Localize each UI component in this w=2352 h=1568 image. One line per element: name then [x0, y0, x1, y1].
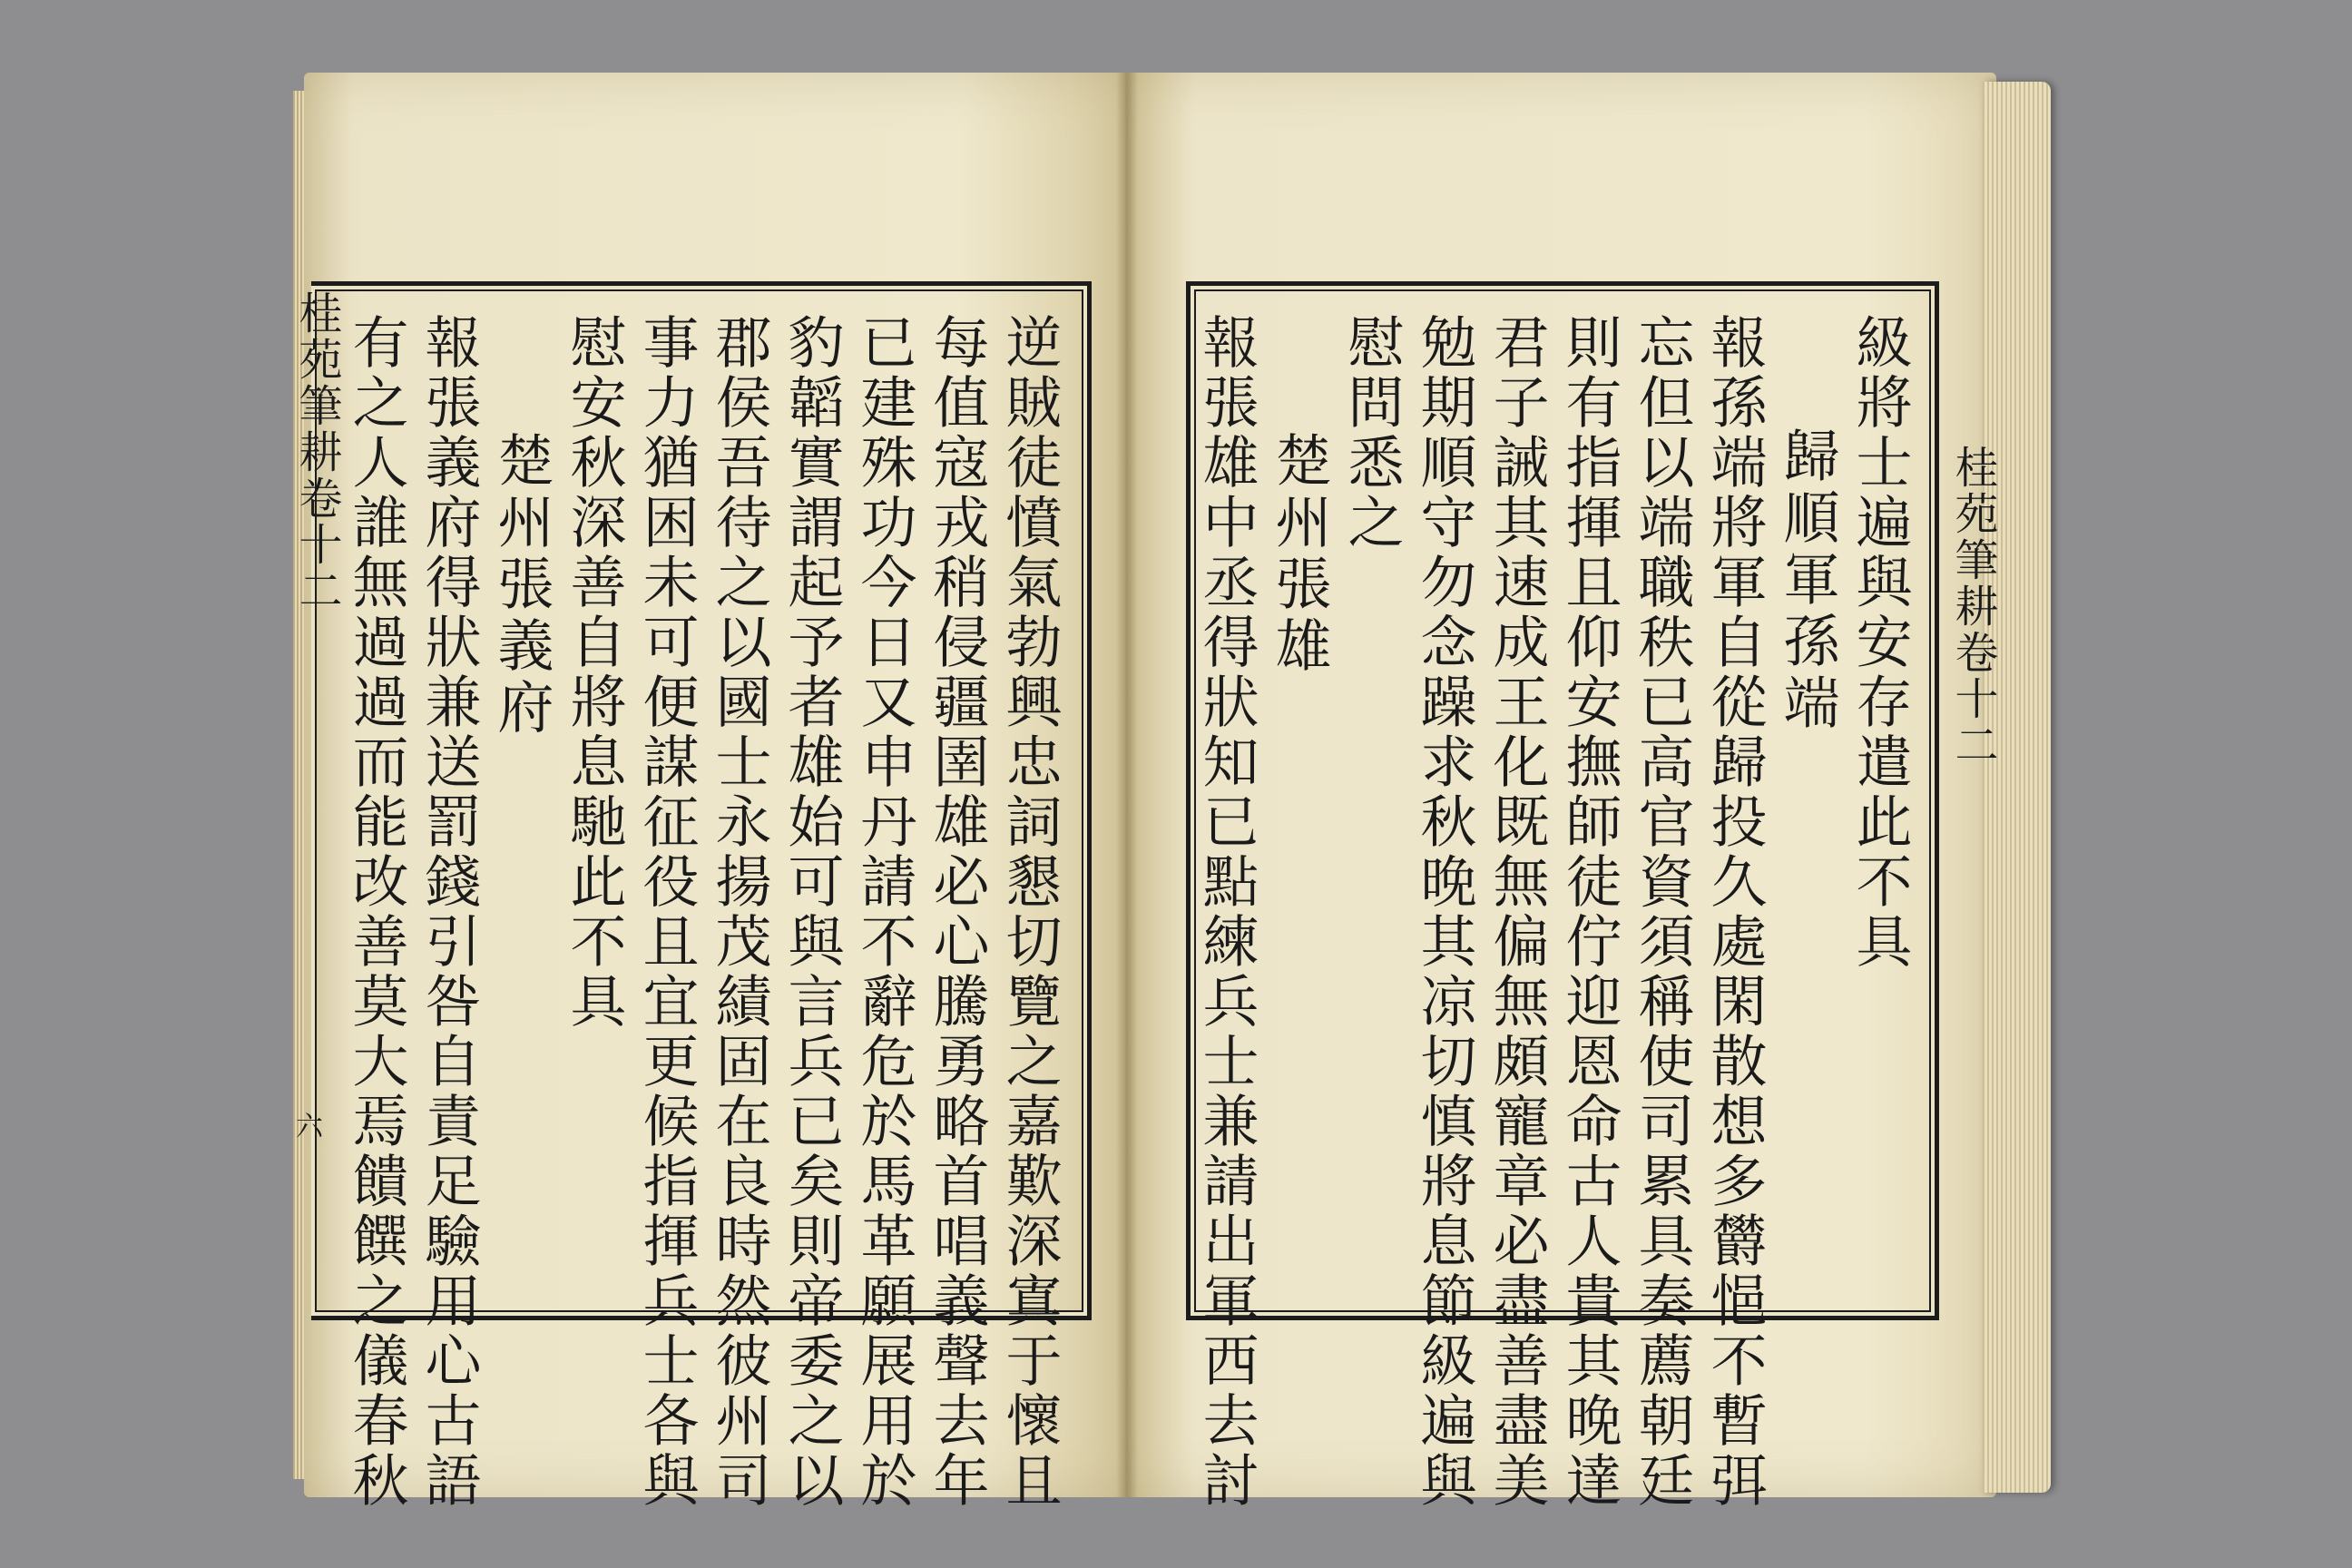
left-col-5: 郡侯吾待之以國士永揚茂績固在良時然彼州司 [706, 313, 772, 1511]
right-col-5: 則有指揮且仰安撫師徒佇迎恩命古人貴其晚達 [1556, 313, 1622, 1511]
right-col-4: 忘但以端職秩已高官資須稱使司累具奏薦朝廷 [1629, 313, 1695, 1511]
right-margin-title: 桂苑筆耕卷十二 [1947, 445, 1998, 769]
open-book [290, 64, 2051, 1511]
right-page-stack [1983, 82, 2051, 1493]
left-col-1: 逆賊徒憤氣勃興忠詞懇切覽之嘉歎深寘于懷且 [996, 313, 1063, 1511]
right-col-7: 勉期順守勿念躁求秋晚其凉切慎將息節級遍與 [1411, 313, 1477, 1511]
left-margin-title: 桂苑筆耕卷十二 [291, 290, 342, 614]
left-col-6: 事力猶困未可便謀征役且宜更候指揮兵士各與 [633, 313, 700, 1511]
left-col-8-heading: 楚州張義府 [488, 431, 554, 740]
right-col-8: 慰問悉之 [1338, 313, 1405, 553]
left-col-3: 已建殊功今日又申丹請不辭危於馬革願展用於 [851, 313, 917, 1511]
right-col-10: 報張雄中丞得狀知已點練兵士兼請出軍西去討 [1193, 313, 1259, 1511]
left-col-4: 豹韜實謂起予者雄始可與言兵已矣則帝委之以 [779, 313, 845, 1511]
left-col-10: 有之人誰無過過而能改善莫大焉饋饌之儀春秋 [343, 313, 409, 1511]
right-col-2-heading: 歸順軍孫端 [1774, 426, 1840, 735]
right-col-9-heading: 楚州張雄 [1266, 431, 1332, 678]
left-page-number: 六 [290, 1112, 322, 1139]
left-col-9: 報張義府得狀兼送罰錢引咎自責足驗用心古語 [416, 313, 482, 1511]
right-col-3: 報孫端將軍自從歸投久處閑散想多欝悒不暫弭 [1701, 313, 1768, 1511]
right-col-1: 級將士遍與安存遣此不具 [1847, 313, 1913, 972]
left-col-2: 每值寇戎稍侵疆圉雄必心騰勇略首唱義聲去年 [924, 313, 990, 1511]
book-gutter [1116, 73, 1138, 1497]
left-col-7: 慰安秋深善自將息馳此不具 [561, 313, 627, 1032]
right-col-6: 君子誡其速成王化既無偏無頗寵章必盡善盡美 [1484, 313, 1550, 1511]
